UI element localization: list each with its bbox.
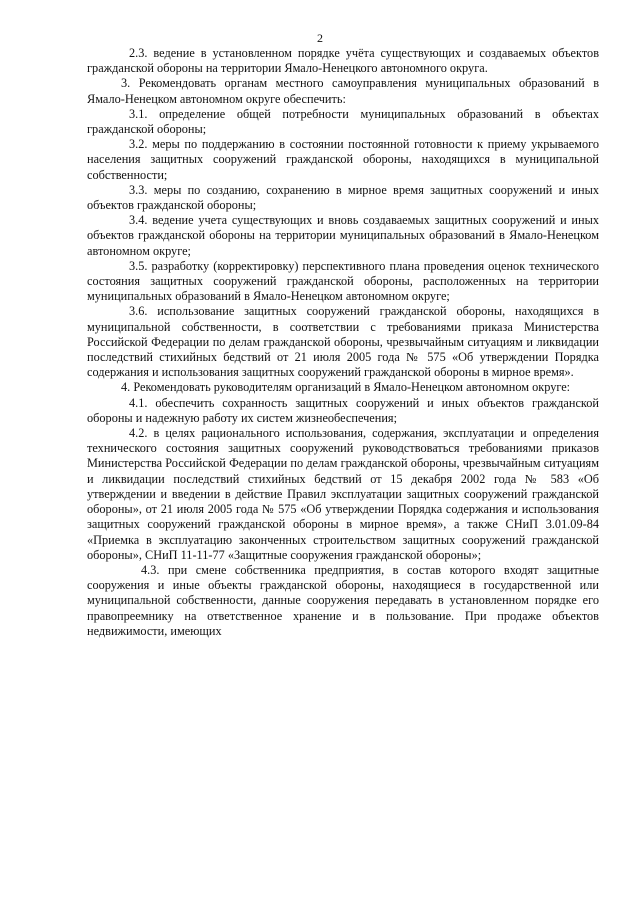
paragraph-number: 3.3. bbox=[129, 182, 148, 197]
paragraph-3-6 bbox=[87, 304, 599, 380]
paragraph-text: обеспечить сохранность защитных сооружений и иных объектов гражданской обороны и надежную работу их систем жизнеобеспечения; bbox=[87, 395, 599, 425]
paragraph-text: ведение учета существующих и вновь создаваемых защитных сооружений и иных объектов гражданской обороны на территории муниципальных образований в Ямало-Ненецком автономном округе; bbox=[87, 213, 599, 258]
paragraph-text: определение общей потребности муниципальных образований в объектах гражданской обороны; bbox=[87, 106, 600, 137]
paragraph-number: 4.2. bbox=[129, 426, 148, 441]
paragraph-4-2 bbox=[87, 426, 599, 563]
paragraph-text: ведение в установленном порядке учёта существующих и создаваемых объектов гражданской обороны на территории Ямало-Ненецкого автономного округа. bbox=[87, 46, 599, 76]
paragraph-3-3 bbox=[87, 183, 599, 213]
paragraph-number: 2.3. bbox=[129, 46, 148, 60]
paragraph-4-1 bbox=[87, 396, 599, 426]
paragraph-3-4 bbox=[87, 213, 599, 259]
paragraph-number: 3.2. bbox=[129, 137, 148, 152]
paragraph-number: 3.1. bbox=[129, 106, 148, 121]
paragraph-number: 4. bbox=[121, 380, 131, 395]
paragraph-text: меры по поддержанию в состоянии постоянной готовности к приему укрываемого населения защитных сооружений гражданской обороны, находящихся в муниципальной собственности; bbox=[87, 137, 600, 182]
paragraph-number: 3.6. bbox=[129, 304, 148, 319]
paragraph-text: Рекомендовать органам местного самоуправления муниципальных образований в Ямало-Ненецком автономном округе обеспечить: bbox=[87, 76, 599, 106]
paragraph-3-1 bbox=[87, 107, 599, 137]
paragraph-text: меры по созданию, сохранению в мирное время защитных сооружений и иных объектов гражданской обороны; bbox=[87, 182, 599, 213]
paragraph-text: использование защитных сооружений гражданской обороны, находящихся в муниципальной собственности, в соответствии с требованиями приказа Министерства Российской Федерации по делам гражданской обороны, чрезвычайным ситуациям и ликвидации последствий стихийных бедствий от 21 июля 2005 года № 575 «Об утверждении Порядка содержания и использования защитных сооружений гражданской обороны в мирное время». bbox=[87, 304, 599, 380]
paragraph-text: в целях рационального использования, содержания, эксплуатации и определения технического состояния защитных сооружений руководствоваться требованиями приказов Министерства Российской Федерации по делам гражданской обороны, чрезвычайным ситуациям и ликвидации последствий стихийных бедствий от 15 декабря 2002 года № 583 «Об утверждении и введении в действие Правил эксплуатации защитных сооружений гражданской обороны», от 21 июля 2005 года № 575 «Об утверждении Порядка содержания и использования защитных сооружений гражданской обороны в мирное время», а также СНиП 3.01.09-84 «Приемка в эксплуатацию законченных строительством защитных сооружений гражданской обороны», СНиП 11-11-77 «Защитные сооружения гражданской обороны»; bbox=[87, 426, 599, 562]
paragraph-number: 3.5. bbox=[129, 258, 148, 273]
document-body bbox=[87, 46, 599, 639]
paragraph-number: 4.1. bbox=[129, 395, 148, 410]
paragraph-text: разработку (корректировку) перспективного плана проведения оценок технического состояния защитных сооружений гражданской обороны, расположенных на территории муниципальных образований в Ямало-Ненецком автономном округе; bbox=[87, 258, 600, 304]
paragraph-3-2 bbox=[87, 137, 599, 183]
page-number: 2 bbox=[317, 31, 323, 45]
paragraph-number: 4.3. bbox=[141, 562, 160, 577]
paragraph-4-3 bbox=[87, 563, 599, 639]
paragraph-text: Рекомендовать руководителям организаций в Ямало-Ненецком автономном округе: bbox=[133, 380, 571, 395]
paragraph-4 bbox=[87, 380, 599, 395]
paragraph-text: при смене собственника предприятия, в состав которого входят защитные сооружения и иные объекты гражданской обороны, находящиеся в государственной или муниципальной собственности, данные сооружения передавать в установленном порядке его правопреемнику на ответственное хранение и в пользование. При продаже объектов недвижимости, имеющих bbox=[87, 562, 600, 638]
paragraph-3 bbox=[87, 76, 599, 106]
paragraph-2-3 bbox=[87, 46, 599, 76]
paragraph-number: 3.4. bbox=[129, 213, 148, 228]
paragraph-number: 3. bbox=[121, 76, 131, 91]
paragraph-3-5 bbox=[87, 259, 599, 305]
